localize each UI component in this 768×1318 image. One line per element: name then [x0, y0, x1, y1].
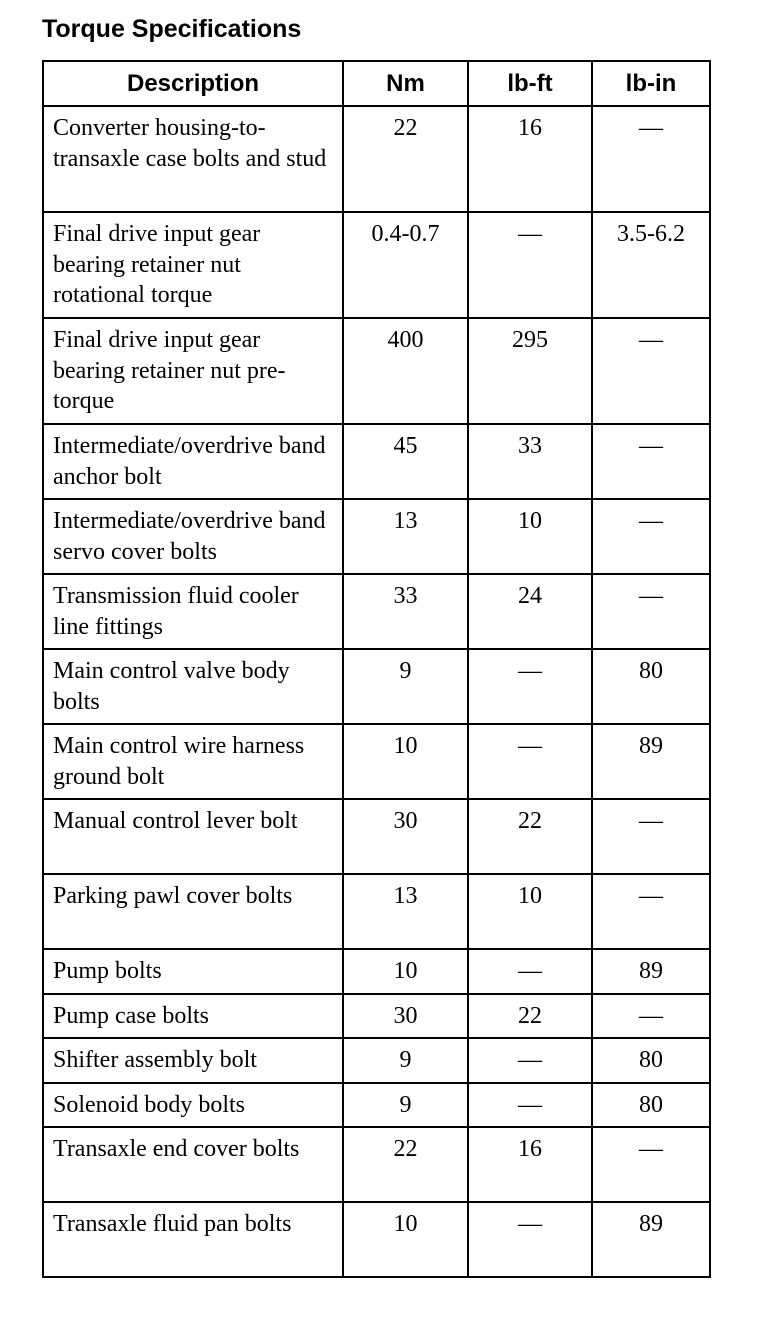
header-description: Description [43, 61, 343, 106]
cell-nm: 30 [343, 994, 468, 1039]
table-row [43, 874, 710, 949]
cell-nm: 0.4-0.7 [343, 212, 468, 318]
cell-nm: 400 [343, 318, 468, 424]
cell-description: Final drive input gear bearing retainer nut rotational torque [43, 212, 343, 318]
cell-lbft: 22 [468, 799, 592, 874]
table-row [43, 499, 710, 574]
cell-lbin: 80 [592, 649, 710, 724]
cell-lbin: — [592, 994, 710, 1039]
cell-lbft: — [468, 1038, 592, 1083]
cell-nm: 22 [343, 1127, 468, 1202]
cell-lbft: 24 [468, 574, 592, 649]
header-row [43, 61, 710, 106]
cell-lbin: 89 [592, 1202, 710, 1277]
cell-description: Main control wire harness ground bolt [43, 724, 343, 799]
cell-description: Transaxle fluid pan bolts [43, 1202, 343, 1277]
header-lbin: lb-in [592, 61, 710, 106]
cell-description: Transaxle end cover bolts [43, 1127, 343, 1202]
cell-lbin: — [592, 874, 710, 949]
cell-lbin: 80 [592, 1083, 710, 1128]
cell-lbft: 295 [468, 318, 592, 424]
cell-description: Transmission fluid cooler line fittings [43, 574, 343, 649]
table-row [43, 1127, 710, 1202]
cell-description: Pump case bolts [43, 994, 343, 1039]
cell-lbft: — [468, 724, 592, 799]
table-row [43, 724, 710, 799]
cell-lbin: 89 [592, 724, 710, 799]
cell-lbin: — [592, 799, 710, 874]
cell-description: Pump bolts [43, 949, 343, 994]
cell-nm: 33 [343, 574, 468, 649]
cell-lbft: 10 [468, 499, 592, 574]
cell-lbin: — [592, 318, 710, 424]
cell-nm: 30 [343, 799, 468, 874]
cell-lbft: 16 [468, 106, 592, 212]
cell-nm: 10 [343, 724, 468, 799]
cell-nm: 9 [343, 1038, 468, 1083]
cell-lbft: — [468, 949, 592, 994]
table-row [43, 799, 710, 874]
cell-lbin: — [592, 424, 710, 499]
cell-description: Main control valve body bolts [43, 649, 343, 724]
table-row [43, 106, 710, 212]
cell-lbin: 3.5-6.2 [592, 212, 710, 318]
cell-description: Final drive input gear bearing retainer nut pre-torque [43, 318, 343, 424]
table-row [43, 1083, 710, 1128]
cell-nm: 13 [343, 499, 468, 574]
cell-lbft: 16 [468, 1127, 592, 1202]
cell-lbft: — [468, 1202, 592, 1277]
table-row [43, 649, 710, 724]
cell-description: Solenoid body bolts [43, 1083, 343, 1128]
header-lbft: lb-ft [468, 61, 592, 106]
cell-lbft: — [468, 1083, 592, 1128]
cell-lbin: — [592, 1127, 710, 1202]
table-row [43, 1038, 710, 1083]
cell-lbin: 80 [592, 1038, 710, 1083]
header-nm: Nm [343, 61, 468, 106]
cell-nm: 10 [343, 1202, 468, 1277]
cell-lbft: 33 [468, 424, 592, 499]
cell-description: Shifter assembly bolt [43, 1038, 343, 1083]
table-row [43, 949, 710, 994]
cell-description: Manual control lever bolt [43, 799, 343, 874]
cell-lbin: — [592, 106, 710, 212]
cell-nm: 10 [343, 949, 468, 994]
torque-spec-table [42, 60, 711, 1278]
table-row [43, 994, 710, 1039]
table-row [43, 424, 710, 499]
cell-description: Intermediate/overdrive band servo cover bolts [43, 499, 343, 574]
cell-nm: 9 [343, 1083, 468, 1128]
cell-nm: 9 [343, 649, 468, 724]
cell-nm: 22 [343, 106, 468, 212]
table-row [43, 212, 710, 318]
table-row [43, 1202, 710, 1277]
cell-description: Converter housing-to-transaxle case bolts and stud [43, 106, 343, 212]
cell-lbin: — [592, 574, 710, 649]
cell-lbft: — [468, 212, 592, 318]
cell-nm: 45 [343, 424, 468, 499]
cell-lbin: — [592, 499, 710, 574]
cell-description: Intermediate/overdrive band anchor bolt [43, 424, 343, 499]
cell-description: Parking pawl cover bolts [43, 874, 343, 949]
page-title: Torque Specifications [42, 15, 302, 43]
cell-lbin: 89 [592, 949, 710, 994]
table-row [43, 318, 710, 424]
table-row [43, 574, 710, 649]
cell-nm: 13 [343, 874, 468, 949]
cell-lbft: 22 [468, 994, 592, 1039]
cell-lbft: 10 [468, 874, 592, 949]
cell-lbft: — [468, 649, 592, 724]
